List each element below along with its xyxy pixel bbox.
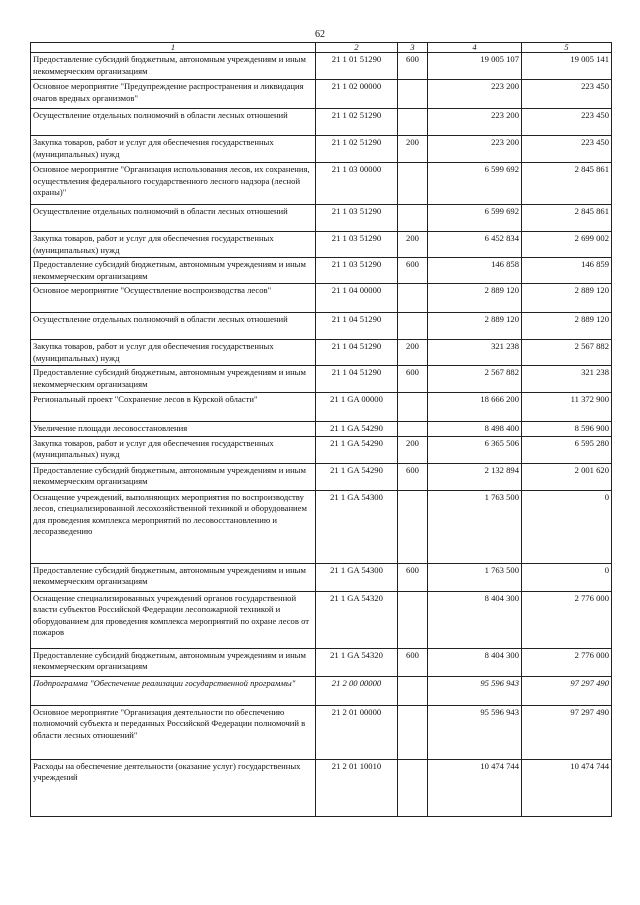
row-code-cell: 21 2 01 00000 xyxy=(316,705,398,759)
row-name-cell: Региональный проект "Сохранение лесов в Курской области" xyxy=(31,393,316,422)
row-value-col5: 2 889 120 xyxy=(522,313,612,340)
row-code-cell: 21 2 00 00000 xyxy=(316,676,398,705)
row-value-col4: 1 763 500 xyxy=(428,490,522,563)
row-name-cell: Предоставление субсидий бюджетным, автономным учреждениям и иным некоммерческим организациям xyxy=(31,563,316,591)
row-code-cell: 21 1 03 00000 xyxy=(316,163,398,205)
row-value-col5: 97 297 490 xyxy=(522,705,612,759)
row-value-col5: 321 238 xyxy=(522,366,612,393)
row-name-cell: Предоставление субсидий бюджетным, автономным учреждениям и иным некоммерческим организациям xyxy=(31,463,316,490)
row-type-cell xyxy=(398,80,428,109)
row-code-cell: 21 1 03 51290 xyxy=(316,258,398,284)
row-code-cell: 21 1 GA 54320 xyxy=(316,591,398,648)
table-row xyxy=(31,284,612,313)
row-value-col5: 0 xyxy=(522,490,612,563)
row-value-col4: 321 238 xyxy=(428,340,522,366)
table-row xyxy=(31,563,612,591)
table-row xyxy=(31,463,612,490)
row-value-col4: 6 365 506 xyxy=(428,436,522,463)
row-code-cell: 21 1 01 51290 xyxy=(316,53,398,80)
row-value-col5: 2 776 000 xyxy=(522,648,612,676)
row-name-cell: Увеличение площади лесовосстановления xyxy=(31,422,316,437)
row-type-cell xyxy=(398,313,428,340)
header-cell-3: 3 xyxy=(398,43,428,53)
row-value-col5: 2 845 861 xyxy=(522,163,612,205)
row-value-col5: 223 450 xyxy=(522,109,612,136)
row-code-cell: 21 1 GA 54300 xyxy=(316,563,398,591)
row-name-cell: Основное мероприятие "Организация деятельности по обеспечению полномочий субъекта и переданных Российской Федерации полномочий в области лесных отношений" xyxy=(31,705,316,759)
row-name-cell: Закупка товаров, работ и услуг для обеспечения государственных (муниципальных) нужд xyxy=(31,136,316,163)
row-value-col4: 2 567 882 xyxy=(428,366,522,393)
row-value-col5: 11 372 900 xyxy=(522,393,612,422)
row-type-cell: 200 xyxy=(398,232,428,258)
row-type-cell xyxy=(398,109,428,136)
row-name-cell: Осуществление отдельных полномочий в области лесных отношений xyxy=(31,313,316,340)
budget-table xyxy=(30,42,612,817)
row-type-cell xyxy=(398,490,428,563)
row-value-col4: 18 666 200 xyxy=(428,393,522,422)
row-value-col4: 6 599 692 xyxy=(428,205,522,232)
row-code-cell: 21 1 02 51290 xyxy=(316,109,398,136)
row-name-cell: Предоставление субсидий бюджетным, автономным учреждениям и иным некоммерческим организациям xyxy=(31,366,316,393)
row-name-cell: Осуществление отдельных полномочий в области лесных отношений xyxy=(31,205,316,232)
row-value-col4: 10 474 744 xyxy=(428,759,522,816)
row-value-col4: 8 404 300 xyxy=(428,648,522,676)
row-name-cell: Основное мероприятие "Осуществление воспроизводства лесов" xyxy=(31,284,316,313)
table-row xyxy=(31,53,612,80)
row-value-col4: 1 763 500 xyxy=(428,563,522,591)
row-name-cell: Предоставление субсидий бюджетным, автономным учреждениям и иным некоммерческим организациям xyxy=(31,258,316,284)
row-name-cell: Оснащение учреждений, выполняющих мероприятия по воспроизводству лесов, специализированной лесохозяйственной техникой и оборудованием для проведения комплекса мероприятий по лесовосстановлению и лесоразведению xyxy=(31,490,316,563)
row-code-cell: 21 1 GA 54300 xyxy=(316,490,398,563)
row-code-cell: 21 1 GA 00000 xyxy=(316,393,398,422)
table-row xyxy=(31,436,612,463)
row-value-col5: 10 474 744 xyxy=(522,759,612,816)
table-body xyxy=(31,53,612,817)
row-name-cell: Закупка товаров, работ и услуг для обеспечения государственных (муниципальных) нужд xyxy=(31,232,316,258)
row-value-col5: 0 xyxy=(522,563,612,591)
row-type-cell xyxy=(398,284,428,313)
row-name-cell: Предоставление субсидий бюджетным, автономным учреждениям и иным некоммерческим организациям xyxy=(31,53,316,80)
row-value-col5: 2 845 861 xyxy=(522,205,612,232)
row-code-cell: 21 1 GA 54290 xyxy=(316,422,398,437)
header-row xyxy=(31,43,612,53)
row-value-col4: 146 858 xyxy=(428,258,522,284)
row-name-cell: Закупка товаров, работ и услуг для обеспечения государственных (муниципальных) нужд xyxy=(31,340,316,366)
row-code-cell: 21 1 02 00000 xyxy=(316,80,398,109)
row-value-col5: 146 859 xyxy=(522,258,612,284)
row-type-cell xyxy=(398,759,428,816)
row-value-col5: 6 595 280 xyxy=(522,436,612,463)
header-cell-4: 4 xyxy=(428,43,522,53)
row-value-col5: 2 889 120 xyxy=(522,284,612,313)
row-code-cell: 21 1 04 51290 xyxy=(316,366,398,393)
header-cell-5: 5 xyxy=(522,43,612,53)
table-row xyxy=(31,648,612,676)
row-type-cell: 200 xyxy=(398,136,428,163)
row-name-cell: Расходы на обеспечение деятельности (оказание услуг) государственных учреждений xyxy=(31,759,316,816)
row-name-cell: Осуществление отдельных полномочий в области лесных отношений xyxy=(31,109,316,136)
row-type-cell xyxy=(398,705,428,759)
row-type-cell xyxy=(398,393,428,422)
row-value-col4: 2 889 120 xyxy=(428,313,522,340)
row-type-cell: 600 xyxy=(398,648,428,676)
table-row xyxy=(31,163,612,205)
row-type-cell: 200 xyxy=(398,436,428,463)
row-type-cell xyxy=(398,591,428,648)
row-code-cell: 21 1 GA 54320 xyxy=(316,648,398,676)
row-name-cell: Предоставление субсидий бюджетным, автономным учреждениям и иным некоммерческим организациям xyxy=(31,648,316,676)
row-value-col4: 2 889 120 xyxy=(428,284,522,313)
table-row xyxy=(31,136,612,163)
table-row xyxy=(31,340,612,366)
row-value-col4: 8 404 300 xyxy=(428,591,522,648)
table-row xyxy=(31,205,612,232)
row-value-col4: 6 452 834 xyxy=(428,232,522,258)
row-name-cell: Основное мероприятие "Предупреждение распространения и ликвидация очагов вредных организмов" xyxy=(31,80,316,109)
row-value-col4: 223 200 xyxy=(428,136,522,163)
row-value-col5: 2 567 882 xyxy=(522,340,612,366)
row-type-cell: 600 xyxy=(398,563,428,591)
row-value-col4: 95 596 943 xyxy=(428,676,522,705)
row-value-col5: 97 297 490 xyxy=(522,676,612,705)
row-code-cell: 21 1 GA 54290 xyxy=(316,436,398,463)
table-row xyxy=(31,705,612,759)
header-cell-1: 1 xyxy=(31,43,316,53)
row-code-cell: 21 1 04 51290 xyxy=(316,313,398,340)
row-value-col4: 6 599 692 xyxy=(428,163,522,205)
row-name-cell: Закупка товаров, работ и услуг для обеспечения государственных (муниципальных) нужд xyxy=(31,436,316,463)
row-type-cell xyxy=(398,422,428,437)
row-type-cell: 600 xyxy=(398,463,428,490)
row-value-col4: 223 200 xyxy=(428,109,522,136)
table-row xyxy=(31,313,612,340)
row-name-cell: Основное мероприятие "Организация использования лесов, их сохранения, осуществления федерального государственного лесного надзора (лесной охраны)" xyxy=(31,163,316,205)
row-code-cell: 21 1 03 51290 xyxy=(316,205,398,232)
row-code-cell: 21 2 01 10010 xyxy=(316,759,398,816)
row-type-cell: 600 xyxy=(398,258,428,284)
row-code-cell: 21 1 04 00000 xyxy=(316,284,398,313)
row-type-cell xyxy=(398,676,428,705)
row-code-cell: 21 1 04 51290 xyxy=(316,340,398,366)
row-value-col5: 2 699 002 xyxy=(522,232,612,258)
table-row xyxy=(31,490,612,563)
row-value-col4: 2 132 894 xyxy=(428,463,522,490)
row-type-cell: 600 xyxy=(398,366,428,393)
table-row xyxy=(31,258,612,284)
row-name-cell: Подпрограмма "Обеспечение реализации государственной программы" xyxy=(31,676,316,705)
row-value-col4: 19 005 107 xyxy=(428,53,522,80)
row-value-col5: 2 776 000 xyxy=(522,591,612,648)
table-row xyxy=(31,393,612,422)
table-row xyxy=(31,232,612,258)
page-number: 62 xyxy=(315,29,325,40)
row-name-cell: Оснащение специализированных учреждений органов государственной власти субъектов Российской Федерации лесопожарной техникой и оборудованием для проведения комплекса мероприятий по охране лесов от пожаров xyxy=(31,591,316,648)
row-value-col5: 19 005 141 xyxy=(522,53,612,80)
row-code-cell: 21 1 02 51290 xyxy=(316,136,398,163)
table-row xyxy=(31,422,612,437)
row-type-cell xyxy=(398,163,428,205)
row-value-col4: 223 200 xyxy=(428,80,522,109)
row-type-cell xyxy=(398,205,428,232)
row-value-col5: 2 001 620 xyxy=(522,463,612,490)
table-row xyxy=(31,591,612,648)
table-row xyxy=(31,759,612,816)
table-row xyxy=(31,366,612,393)
table-row xyxy=(31,676,612,705)
table-row xyxy=(31,80,612,109)
row-value-col5: 223 450 xyxy=(522,80,612,109)
row-type-cell: 200 xyxy=(398,340,428,366)
row-code-cell: 21 1 03 51290 xyxy=(316,232,398,258)
row-code-cell: 21 1 GA 54290 xyxy=(316,463,398,490)
row-value-col4: 8 498 400 xyxy=(428,422,522,437)
row-value-col5: 8 596 900 xyxy=(522,422,612,437)
row-type-cell: 600 xyxy=(398,53,428,80)
row-value-col5: 223 450 xyxy=(522,136,612,163)
header-cell-2: 2 xyxy=(316,43,398,53)
row-value-col4: 95 596 943 xyxy=(428,705,522,759)
table-row xyxy=(31,109,612,136)
